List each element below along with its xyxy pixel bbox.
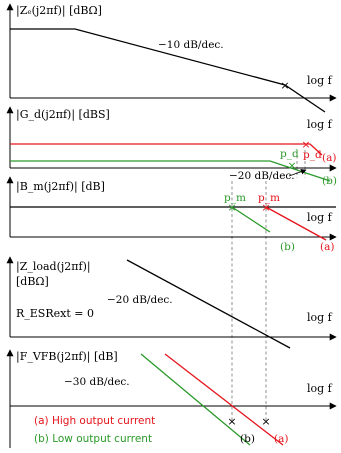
panel-ze (10, 4, 336, 112)
zload-ylabel-1: |Z_load(j2πf)| (16, 260, 91, 273)
guide-lines (232, 150, 305, 423)
panel-zload (10, 257, 336, 348)
gd-cross-b: × (287, 159, 297, 172)
zload-note: R_ESRext = 0 (16, 307, 94, 320)
bm-xlabel: log f (307, 211, 332, 224)
panel-fvfb (10, 350, 336, 448)
ze-ylabel: |Zₑ(j2πf)| [dBΩ] (16, 4, 102, 17)
ze-slope-label: −10 dB/dec. (158, 39, 224, 51)
gd-xlabel: log f (307, 118, 332, 131)
gd-marker-b: p_d (280, 148, 299, 160)
zload-ylabel-2: [dBΩ] (16, 275, 49, 288)
gd-tag-a: (a) (322, 152, 337, 164)
fvfb-tag-b: (b) (240, 433, 255, 445)
zload-slope-label: −20 dB/dec. (107, 294, 173, 306)
gd-slope-label: −20 dB/dec. (229, 170, 295, 182)
legend-b: (b) Low output current (34, 433, 153, 445)
fvfb-cross-a: × (261, 415, 271, 428)
fvfb-slope-label: −30 dB/dec. (64, 376, 130, 388)
gd-curve-a (10, 144, 322, 155)
fvfb-curve-a (165, 354, 283, 445)
gd-cross-a: × (301, 138, 311, 151)
ze-cross-mark: × (280, 79, 290, 92)
bm-tag-a: (a) (320, 241, 335, 253)
legend-a: (a) High output current (34, 415, 156, 427)
gd-marker-a: p_d (303, 149, 322, 161)
bm-cross-a: × (261, 201, 271, 214)
ze-xlabel: log f (307, 74, 332, 87)
fvfb-ylabel: |F_VFB(j2πf)| [dB] (16, 350, 118, 363)
panel-gd (10, 107, 337, 187)
fvfb-cross-b: × (227, 415, 237, 428)
fvfb-curve-b (141, 354, 250, 445)
gd-tag-b: (b) (322, 175, 337, 187)
bm-marker-b: p_m (224, 192, 246, 204)
fvfb-xlabel: log f (307, 382, 332, 395)
bm-cross-b: × (227, 201, 237, 214)
zload-xlabel: log f (307, 311, 332, 324)
bm-tag-b: (b) (280, 241, 295, 253)
panel-bm (10, 177, 336, 253)
gd-ylabel: |G_d(j2πf)| [dBS] (16, 108, 110, 121)
bm-marker-a: p_m (258, 192, 280, 204)
fvfb-tag-a: (a) (274, 433, 289, 445)
bm-ylabel: |B_m(j2πf)| [dB] (16, 180, 105, 193)
